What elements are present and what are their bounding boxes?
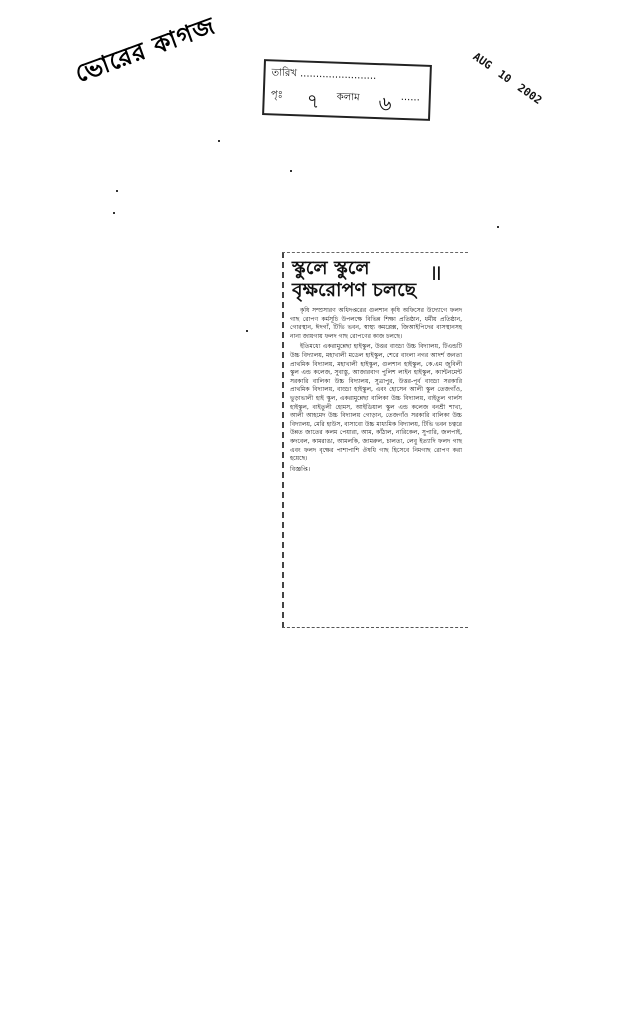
date-page-box [262, 59, 432, 121]
stamp-year: 2002 [515, 81, 545, 108]
scan-speck [218, 140, 220, 142]
stamp-day: 10 [495, 67, 514, 86]
date-stamp [471, 50, 548, 109]
scan-speck [116, 190, 118, 192]
scan-speck [246, 330, 248, 332]
clipping-marks: ॥ [428, 261, 442, 286]
scan-speck [290, 170, 292, 172]
newspaper-masthead: ভোরের কাগজ [71, 10, 220, 89]
page-column-row: পৃঃ ৭ কলাম ৬ ...... [270, 87, 423, 114]
article-byline: বিজ্ঞপ্তি। [290, 465, 311, 473]
date-row: তারিখ ........................ [271, 67, 377, 83]
newspaper-clipping [282, 252, 468, 628]
scan-speck [113, 212, 115, 214]
article-headline: স্কুলে স্কুলে বৃক্ষরোপণ চলছে [292, 257, 417, 301]
page-value: ৭ [306, 88, 321, 114]
column-value: ৬ [378, 91, 392, 116]
article-paragraph: কৃষি সম্প্রসারণ অধিদপ্তরের গুলশান কৃষি অফিসের উদ্যোগে ফলদ গাছ রোপণ কর্মসূচি উপলক্ষে বিভিন্ন শিক্ষা প্রতিষ্ঠান, ধর্মীয় প্রতিষ্ঠান, গোরস্থান, ঈদগাঁ, টিভি ভবন, স্বাস্থ্য কমপ্লেক্স, জিআইপিদের বাসস্থানসহ নানা জায়গায় ফলদ গাছ রোপণের কাজ চলছে। [290, 307, 462, 340]
scan-speck [497, 226, 499, 228]
date-label: তারিখ [271, 67, 298, 80]
stamp-month: AUG [470, 50, 495, 73]
article-paragraph: ইতিমধ্যে একরামুন্নেছা হাইস্কুল, উত্তর বাড্ডা উচ্চ বিদ্যালয়, টিএন্ডটি উচ্চ বিদ্যালয়, মহাখালী মডেল হাইস্কুল, শেরে বাংলা নগর আদর্শ জনতা প্রাথমিক বিদ্যালয়, মহাখালী হাইস্কুল, গুলশান হাইস্কুল, কে.এম জুবিলী স্কুল এন্ড কলেজ, সুবাস্তু, আজারবাগ পুলিশ লাইন হাইস্কুল, ক্যান্টনমেন্ট সরকারি বালিকা উচ্চ বিদ্যালয়, সুত্রাপুর, উত্তর-পূর্ব বাড্ডা সরকারি প্রাথমিক বিদ্যালয়, বাড্ডা হাইস্কুল, এবং হোসেন আলী স্কুল তেজগাঁও, ভুড়াভালী হাই স্কুল, একরামুন্নেছা বালিকা উচ্চ বিদ্যালয়, বাইতুল গার্লস হাইস্কুল, বাইতুলী হোমস, আইডিয়াল স্কুল এন্ড কলেজ বনশ্রী শাখা, আলী আহমেদ উচ্চ বিদ্যালয় গোড়ান, তেজগাঁও সরকারি বালিকা উচ্চ বিদ্যালয়, মেরি হাউস, বাসাবো উচ্চ মাধ্যমিক বিদ্যালয়, টিভি ভবন চত্বরে উন্নত জাতের কলম পেয়ারা, আম, কাঁঠাল, নারিকেল, সুপারি, জলপাই, কদবেল, কামরাঙা, আমলকি, জামরুল, চালতা, লেবু ইত্যাদি ফলদ গাছ এবং ফলদ বৃক্ষের পাশাপাশি ঔষধি গাছ হিসেবে নিমগাছ রোপণ করা হয়েছে। [290, 343, 462, 463]
page-label: পৃঃ [270, 89, 284, 101]
column-label: কলাম [336, 91, 360, 104]
